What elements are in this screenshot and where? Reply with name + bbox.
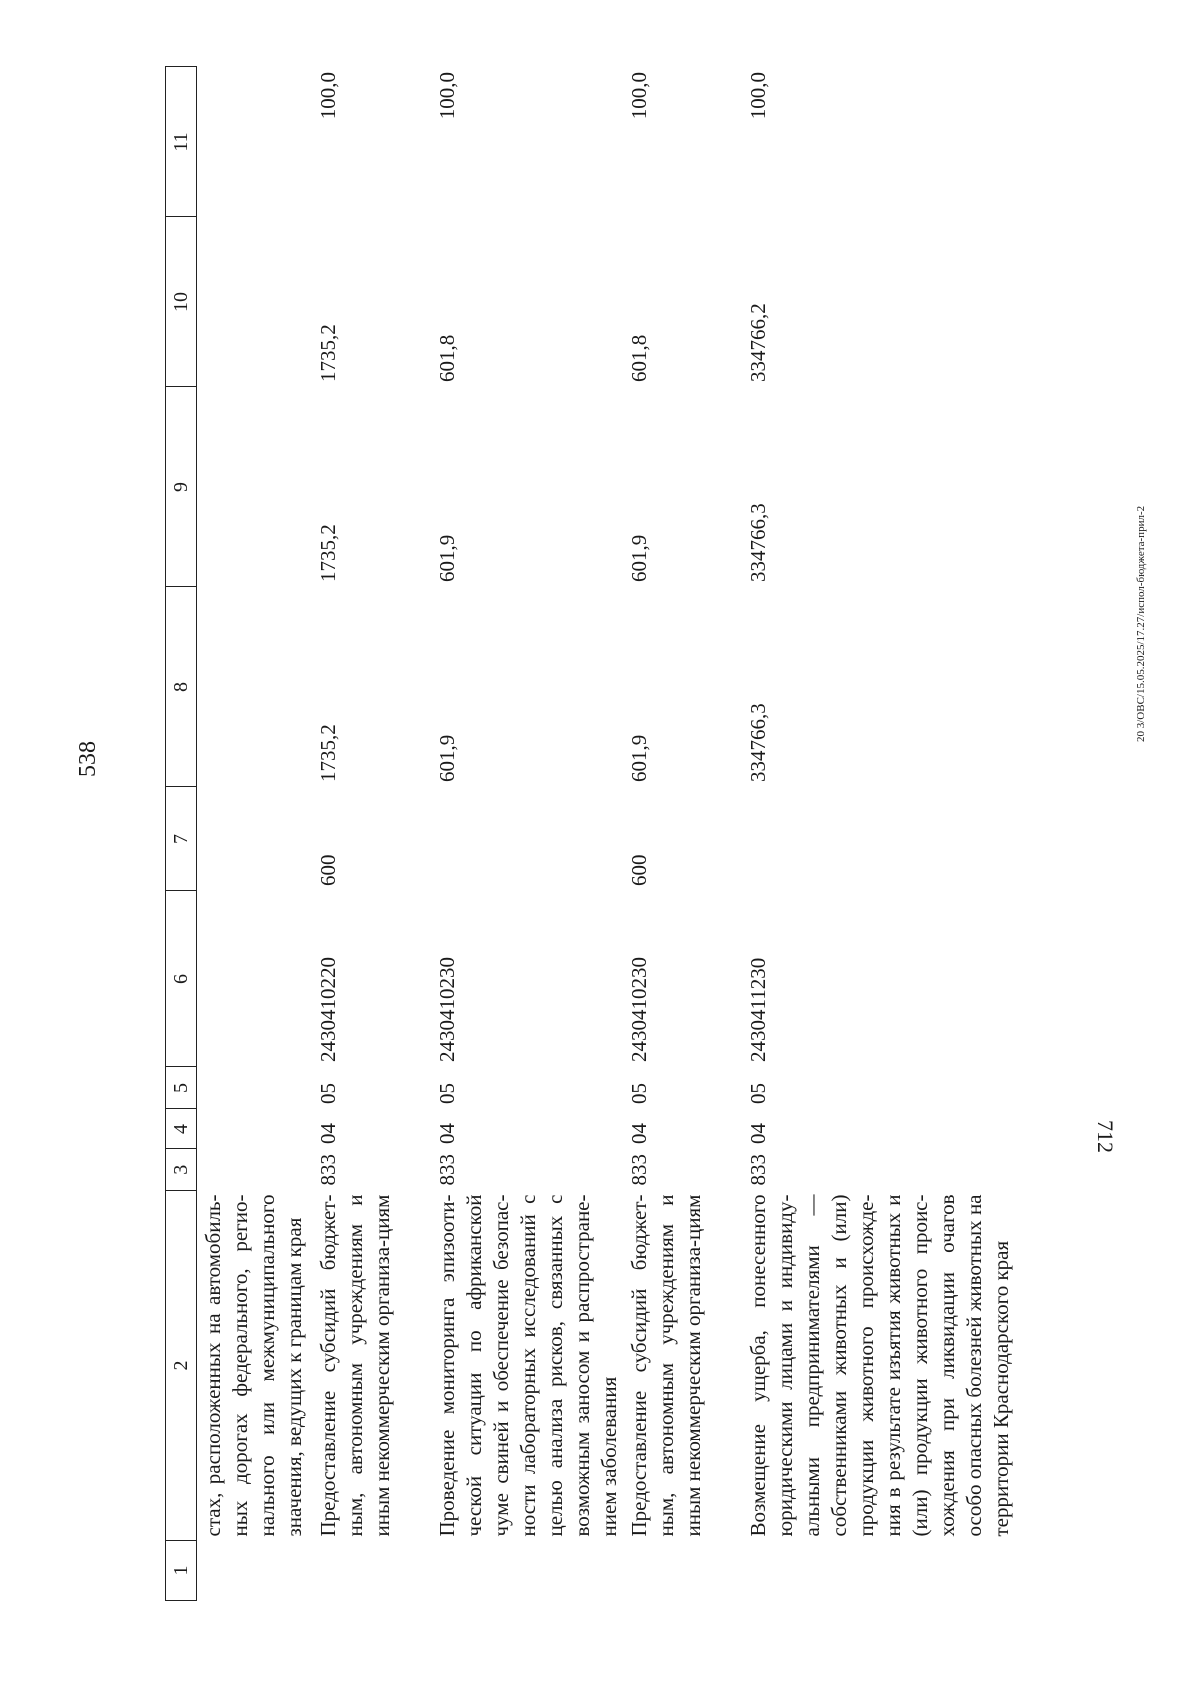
amount-cell [197,217,313,387]
table-row [312,67,431,1601]
section-cell: 04 [435,1123,459,1144]
column-header: 8 [166,587,197,787]
amount-cell: 1735,2 [316,524,340,582]
budget-table [165,67,1015,1602]
subsection-cell [197,1067,313,1109]
subsection-cell: 05 [435,1083,459,1104]
amount-cell: 601,9 [627,734,651,782]
description-cell: Предоставление субсидий бюджет-ным, автономным учреждениям и иным некоммерческим организа-циям [316,1194,394,1537]
column-header: 3 [166,1149,197,1191]
column-header: 2 [166,1191,197,1541]
amount-cell: 601,9 [627,534,651,582]
expense-type-cell [742,787,1015,891]
section-cell: 04 [316,1123,340,1144]
description-cell: Предоставление субсидий бюджет-ным, автономным учреждениям и иным некоммерческим организа-циям [627,1194,705,1537]
column-header: 5 [166,1067,197,1109]
section-cell: 04 [627,1123,651,1144]
expense-type-cell: 600 [316,854,340,886]
section-cell: 04 [746,1123,770,1144]
target-article-cell [197,891,313,1067]
row-number-cell [431,1541,623,1601]
target-article-cell: 2430410220 [316,957,340,1062]
column-header: 6 [166,891,197,1067]
amount-cell: 334766,3 [746,703,770,782]
percent-cell [197,67,313,217]
table-row [623,67,742,1601]
subsection-cell: 05 [627,1083,651,1104]
percent-cell: 100,0 [746,72,770,120]
row-number-cell [742,1541,1015,1601]
expense-type-cell: 600 [627,854,651,886]
percent-cell: 100,0 [627,72,651,120]
amount-cell: 601,9 [435,734,459,782]
amount-cell: 334766,2 [746,303,770,382]
table-row [742,67,1015,1601]
amount-cell: 1735,2 [316,324,340,382]
row-number-cell [197,1541,313,1601]
amount-cell: 601,8 [435,334,459,382]
row-number-cell [623,1541,742,1601]
document-code: 20 3/ОВС/15.05.2025/17.27/испол-бюджета-прил-2 [1135,505,1147,742]
table-header-row [166,67,197,1601]
column-header: 11 [166,67,197,217]
amount-cell [197,387,313,587]
column-header: 7 [166,787,197,891]
ministry-code-cell: 833 [435,1154,459,1186]
folio-number: 712 [1093,1120,1118,1153]
subsection-cell: 05 [316,1083,340,1104]
percent-cell: 100,0 [435,72,459,120]
column-header: 10 [166,217,197,387]
page-number: 538 [75,741,101,777]
ministry-code-cell [197,1149,313,1191]
description-cell: стах, расположенных на автомобиль-ных дорогах федерального, регио-нального или межмуниципального значения, ведущих к границам края [201,1194,306,1537]
table-row [431,67,623,1601]
percent-cell: 100,0 [316,72,340,120]
column-header: 9 [166,387,197,587]
amount-cell: 601,8 [627,334,651,382]
target-article-cell: 2430410230 [627,957,651,1062]
subsection-cell: 05 [746,1083,770,1104]
target-article-cell: 2430410230 [435,957,459,1062]
description-cell: Возмещение ущерба, понесенного юридическими лицами и индивиду-альными предпринимателями — собственниками животных и (или) продукции животного происхожде-ния в результате изъятия животных и (или) продукции животного проис-хождения при ликвидации очагов особо опасных болезней животных на территории Краснодарского края [746,1194,1013,1537]
amount-cell: 334766,3 [746,503,770,582]
amount-cell: 1735,2 [316,724,340,782]
expense-type-cell [197,787,313,891]
ministry-code-cell: 833 [746,1154,770,1186]
amount-cell: 601,9 [435,534,459,582]
description-cell: Проведение мониторинга эпизооти-ческой ситуации по африканской чуме свиней и обеспечение безопас-ности лабораторных исследований с целью анализа рисков, связанных с возможным заносом и распростране-нием заболевания [435,1194,621,1537]
target-article-cell: 2430411230 [746,957,770,1062]
expense-type-cell [431,787,623,891]
amount-cell [197,587,313,787]
column-header: 1 [166,1541,197,1601]
column-header: 4 [166,1109,197,1149]
ministry-code-cell: 833 [627,1154,651,1186]
section-cell [197,1109,313,1149]
table-row [197,67,313,1601]
row-number-cell [312,1541,431,1601]
ministry-code-cell: 833 [316,1154,340,1186]
